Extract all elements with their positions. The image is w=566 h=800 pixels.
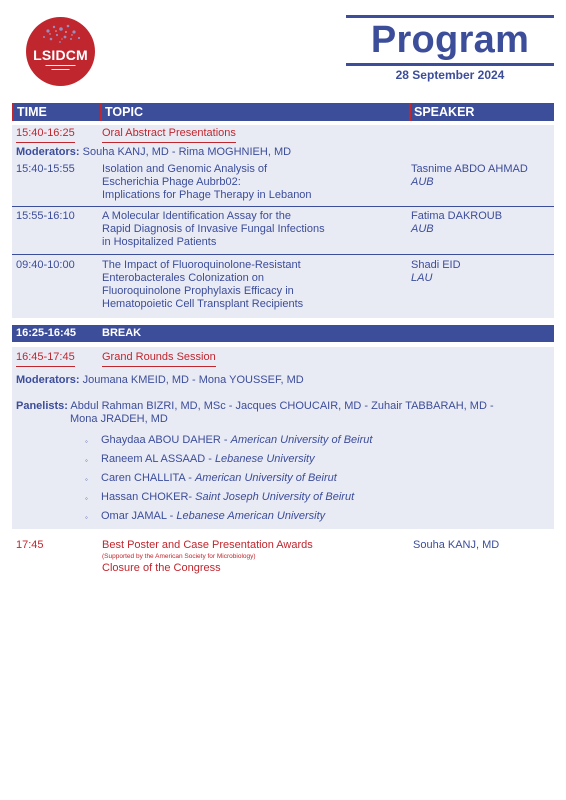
bullet-icon: ◦ (85, 456, 88, 465)
talk3-line4: Hematopoietic Cell Transplant Recipients (102, 298, 304, 310)
closing-speaker: Souha KANJ, MD (413, 539, 500, 551)
talk1-time: 15:40-15:55 (16, 163, 75, 175)
case-presenter (101, 510, 325, 524)
case-separator: - (166, 510, 177, 522)
case-name: Ghaydaa ABOU DAHER (101, 434, 221, 446)
session2-title: Grand Rounds Session (102, 351, 216, 367)
case-separator: - (188, 491, 196, 503)
col-topic: TOPIC (100, 103, 143, 121)
logo-text: LSIDCM (33, 47, 88, 63)
session1-title: Oral Abstract Presentations (102, 127, 236, 143)
bullet-icon: ◦ (85, 494, 88, 503)
talk1-line1: Isolation and Genomic Analysis of (102, 163, 268, 175)
case-name: Hassan CHOKER (101, 491, 189, 503)
moderators-names: Souha KANJ, MD - Rima MOGHNIEH, MD (82, 146, 292, 158)
talk3-speaker: Shadi EID (411, 259, 461, 271)
case-affiliation: Saint Joseph University of Beirut (195, 491, 355, 503)
panelists-line2: Mona JRADEH, MD (70, 413, 168, 425)
row-divider (12, 254, 554, 255)
case-presenter (101, 434, 372, 448)
talk1-line3: Implications for Phage Therapy in Lebanon (102, 189, 312, 201)
closing-title: Best Poster and Case Presentation Awards (102, 539, 313, 551)
talk3-line2: Enterobacterales Colonization on (102, 272, 265, 284)
case-name: Omar JAMAL (101, 510, 167, 522)
column-header (12, 103, 554, 121)
row-divider (12, 206, 554, 207)
bullet-icon: ◦ (85, 475, 88, 484)
break-label: BREAK (102, 327, 142, 339)
bullet-icon: ◦ (85, 513, 88, 522)
talk1-speaker: Tasnime ABDO AHMAD (411, 163, 528, 175)
session1-time: 15:40-16:25 (16, 127, 75, 143)
bullet-icon: ◦ (85, 437, 88, 446)
talk2-affiliation: AUB (411, 223, 434, 235)
case-affiliation: Lebanese University (214, 453, 315, 465)
case-affiliation: American University of Beirut (194, 472, 337, 484)
logo-tagline-graphic: ▬▬▬▬▬▬▬▬▬▬ (45, 63, 76, 67)
case-presenter (101, 453, 315, 467)
break-time: 16:25-16:45 (16, 327, 76, 339)
talk3-time: 09:40-10:00 (16, 259, 75, 271)
talk3-line3: Fluoroquinolone Prophylaxis Efficacy in (102, 285, 294, 297)
title-top-rule (346, 15, 554, 18)
case-name: Raneem AL ASSAAD (101, 453, 206, 465)
talk1-line2: Escherichia Phage Aubrb02: (102, 176, 241, 188)
moderators-label: Moderators: (16, 146, 80, 158)
page-title: Program (370, 19, 530, 61)
col-time: TIME (12, 103, 47, 121)
moderators-label: Moderators: (16, 374, 80, 386)
talk2-time: 15:55-16:10 (16, 210, 75, 222)
case-affiliation: American University of Beirut (230, 434, 373, 446)
talk2-line1: A Molecular Identification Assay for the (102, 210, 291, 222)
session2-panelists (16, 400, 494, 414)
session2-moderators (16, 374, 304, 388)
panelists-line1: Abdul Rahman BIZRI, MD, MSc - Jacques CHOUCAIR, MD - Zuhair TABBARAH, MD - (70, 400, 494, 412)
closing-note: (Supported by the American Society for Microbiology) (102, 553, 256, 560)
case-separator: - (220, 434, 231, 446)
session2-time: 16:45-17:45 (16, 351, 75, 367)
talk2-speaker: Fatima DAKROUB (411, 210, 503, 222)
case-affiliation: Lebanese American University (176, 510, 326, 522)
session1-moderators (16, 146, 291, 160)
moderators-names: Joumana KMEID, MD - Mona YOUSSEF, MD (82, 374, 304, 386)
case-presenter (101, 491, 354, 505)
case-separator: - (205, 453, 215, 465)
break-row (12, 325, 554, 342)
program-date: 28 September 2024 (395, 68, 505, 82)
talk3-affiliation: LAU (411, 272, 433, 284)
closing-closure: Closure of the Congress (102, 562, 221, 574)
col-speaker: SPEAKER (409, 103, 474, 121)
case-name: Caren CHALLITA (101, 472, 186, 484)
lsidcm-logo (26, 17, 95, 86)
closing-time: 17:45 (16, 539, 44, 551)
title-bottom-rule (346, 63, 554, 66)
case-presenter (101, 472, 337, 486)
panelists-label: Panelists: (16, 400, 68, 412)
logo-tagline-graphic-2: ▬▬▬▬▬▬ (51, 67, 70, 71)
talk2-line2: Rapid Diagnosis of Invasive Fungal Infections (102, 223, 325, 235)
talk1-affiliation: AUB (411, 176, 434, 188)
talk2-line3: in Hospitalized Patients (102, 236, 217, 248)
case-separator: - (185, 472, 195, 484)
talk3-line1: The Impact of Fluoroquinolone-Resistant (102, 259, 301, 271)
